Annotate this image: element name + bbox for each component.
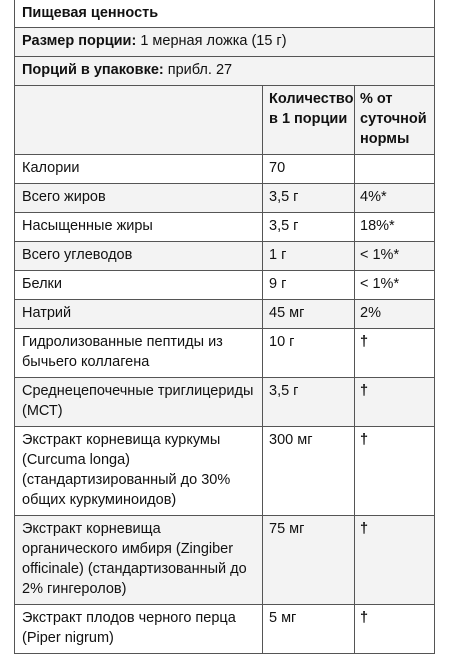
ingredient-amount: 5 мг [263,605,355,654]
ingredient-amount: 75 мг [263,516,355,605]
nutrient-name: Калории [15,155,263,184]
nutrient-daily-value [355,155,435,184]
ingredient-daily-value: † [355,427,435,516]
nutrient-amount: 70 [263,155,355,184]
table-row [15,300,435,329]
servings-per-container-row [15,57,435,86]
servings-per-container-value: прибл. 27 [167,62,233,78]
table-row [15,155,435,184]
title-row [15,0,435,28]
ingredient-amount: 10 г [263,329,355,378]
table-row [15,427,435,516]
serving-size-row [15,28,435,57]
nutrient-amount: 3,5 г [263,213,355,242]
nutrient-name: Всего жиров [15,184,263,213]
ingredient-name: Среднецепочечные триглицериды (МСТ) [15,378,263,427]
nutrient-amount: 1 г [263,242,355,271]
ingredient-name: Экстракт корневища куркумы (Curcuma longa) (стандартизированный до 30% общих куркуминоидов) [15,427,263,516]
ingredient-amount: 3,5 г [263,378,355,427]
serving-size-label: Размер порции: [22,33,137,49]
table-row [15,271,435,300]
nutrient-name: Всего углеводов [15,242,263,271]
nutrient-amount: 3,5 г [263,184,355,213]
nutrient-daily-value: 18%* [355,213,435,242]
ingredient-name: Экстракт корневища органического имбиря (Zingiber officinale) (стандартизованный до 2% гингеролов) [15,516,263,605]
nutrient-name: Насыщенные жиры [15,213,263,242]
table-row [15,184,435,213]
ingredient-name: Гидролизованные пептиды из бычьего коллагена [15,329,263,378]
table-row [15,378,435,427]
ingredient-daily-value: † [355,605,435,654]
table-row [15,242,435,271]
servings-per-container [15,57,435,86]
header-blank-cell [15,86,263,155]
servings-per-container-label: Порций в упаковке: [22,62,164,78]
column-header-row [15,86,435,155]
header-daily-value: % от суточной нормы [355,86,435,155]
table-row [15,213,435,242]
nutrient-daily-value: 2% [355,300,435,329]
serving-size [15,28,435,57]
table-title: Пищевая ценность [15,0,435,28]
table-row [15,329,435,378]
ingredient-daily-value: † [355,378,435,427]
table-row [15,605,435,654]
nutrition-facts-table [14,0,435,654]
nutrient-daily-value: < 1%* [355,242,435,271]
ingredient-daily-value: † [355,329,435,378]
serving-size-value: 1 мерная ложка (15 г) [140,33,287,49]
header-amount: Количество в 1 порции [263,86,355,155]
nutrient-name: Белки [15,271,263,300]
ingredient-name: Экстракт плодов черного перца (Piper nigrum) [15,605,263,654]
ingredient-daily-value: † [355,516,435,605]
ingredient-amount: 300 мг [263,427,355,516]
nutrient-amount: 45 мг [263,300,355,329]
nutrient-daily-value: < 1%* [355,271,435,300]
nutrient-amount: 9 г [263,271,355,300]
nutrient-name: Натрий [15,300,263,329]
nutrient-daily-value: 4%* [355,184,435,213]
table-row [15,516,435,605]
